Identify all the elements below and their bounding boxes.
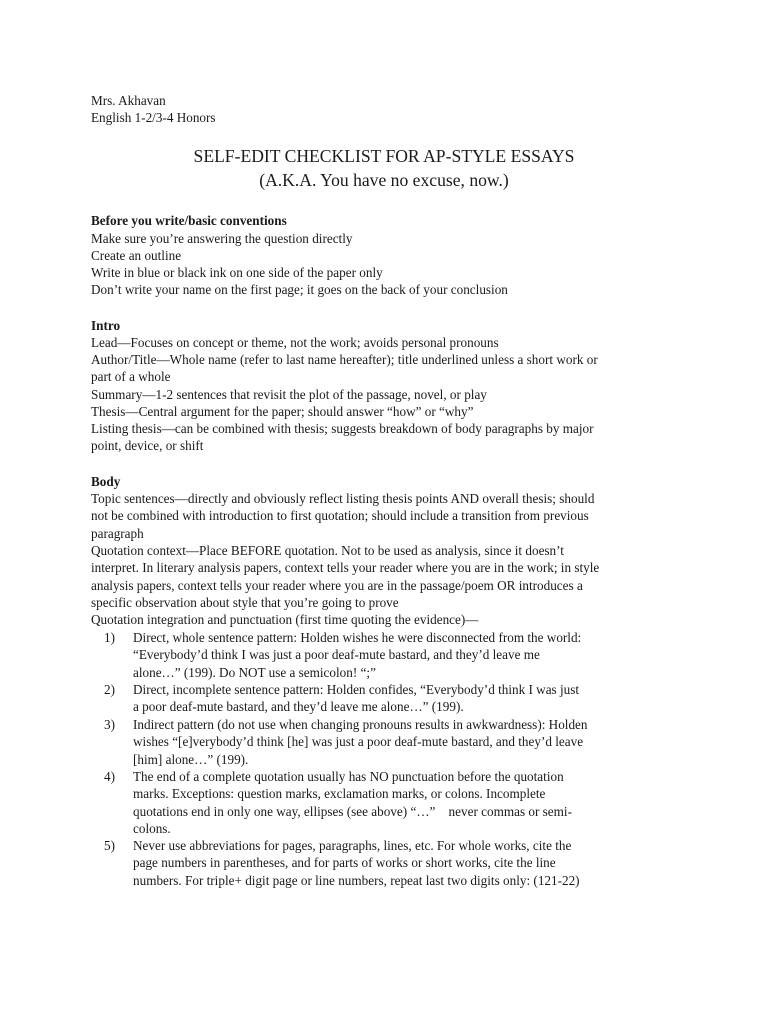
list-item: 4) The end of a complete quotation usually has NO punctuation before the quotation marks. Exceptions: question marks, exclamation marks, or colons. Incomplete quotations end in only one way, ellipses (see above) “…” never commas or semi- colons. xyxy=(104,769,572,836)
page-title: SELF-EDIT CHECKLIST FOR AP-STYLE ESSAYS xyxy=(193,146,575,166)
section-heading-before: Before you write/basic conventions xyxy=(91,213,287,228)
body-quotation-context: Quotation context—Place BEFORE quotation. Not to be used as analysis, since it doesn’t interpret. In literary analysis papers, context tells your reader where you are in the work; in style analysis papers, context tells your reader where you are in the passage/poem OR introduces a specific observation about style that you’re going to prove xyxy=(91,543,600,610)
intro-listing-thesis: Listing thesis—can be combined with thesis; suggests breakdown of body paragraphs by major point, device, or shift xyxy=(91,421,594,454)
list-number: 4) xyxy=(104,769,115,784)
list-number: 3) xyxy=(104,717,115,732)
intro-lead: Lead—Focuses on concept or theme, not the work; avoids personal pronouns xyxy=(91,335,499,350)
teacher-name: Mrs. Akhavan xyxy=(91,93,166,108)
list-number: 1) xyxy=(104,630,115,645)
list-item: 5) Never use abbreviations for pages, paragraphs, lines, etc. For whole works, cite the page numbers in parentheses, and for parts of works or short works, cite the line numbers. For triple+ digit page or line numbers, repeat last two digits only: (121-22) xyxy=(104,838,580,888)
page-subtitle: (A.K.A. You have no excuse, now.) xyxy=(259,170,509,190)
checklist-item: Create an outline xyxy=(91,248,182,263)
checklist-item: Don’t write your name on the first page; it goes on the back of your conclusion xyxy=(91,282,508,297)
intro-author-title: Author/Title—Whole name (refer to last name hereafter); title underlined unless a short work or part of a whole xyxy=(91,352,598,385)
checklist-item: Write in blue or black ink on one side of the paper only xyxy=(91,265,383,280)
list-item: 3) Indirect pattern (do not use when changing pronouns results in awkwardness): Holden wishes “[e]verybody’d think [he] was just a poor deaf-mute bastard, and they’d leave [him] alone…” (199). xyxy=(104,717,588,767)
body-quotation-integration: Quotation integration and punctuation (first time quoting the evidence)— xyxy=(91,612,479,627)
list-item: 1) Direct, whole sentence pattern: Holden wishes he were disconnected from the world: “Everybody’d think I was just a poor deaf-mute bastard, and they’d leave me alone…” (199). Do NOT use a semicolon! “;” xyxy=(104,630,582,680)
body-topic-sentences: Topic sentences—directly and obviously reflect listing thesis points AND overall thesis; should not be combined with introduction to first quotation; should include a transition from previous paragraph xyxy=(91,491,595,541)
list-number: 5) xyxy=(104,838,115,853)
list-item: 2) Direct, incomplete sentence pattern: Holden confides, “Everybody’d think I was just a poor deaf-mute bastard, and they’d leave me alone…” (199). xyxy=(104,682,580,715)
intro-thesis: Thesis—Central argument for the paper; should answer “how” or “why” xyxy=(91,404,474,419)
section-heading-intro: Intro xyxy=(91,318,121,333)
list-number: 2) xyxy=(104,682,115,697)
intro-summary: Summary—1-2 sentences that revisit the plot of the passage, novel, or play xyxy=(91,387,487,402)
course-name: English 1-2/3-4 Honors xyxy=(91,110,216,125)
checklist-item: Make sure you’re answering the question directly xyxy=(91,231,353,246)
section-heading-body: Body xyxy=(91,474,121,489)
